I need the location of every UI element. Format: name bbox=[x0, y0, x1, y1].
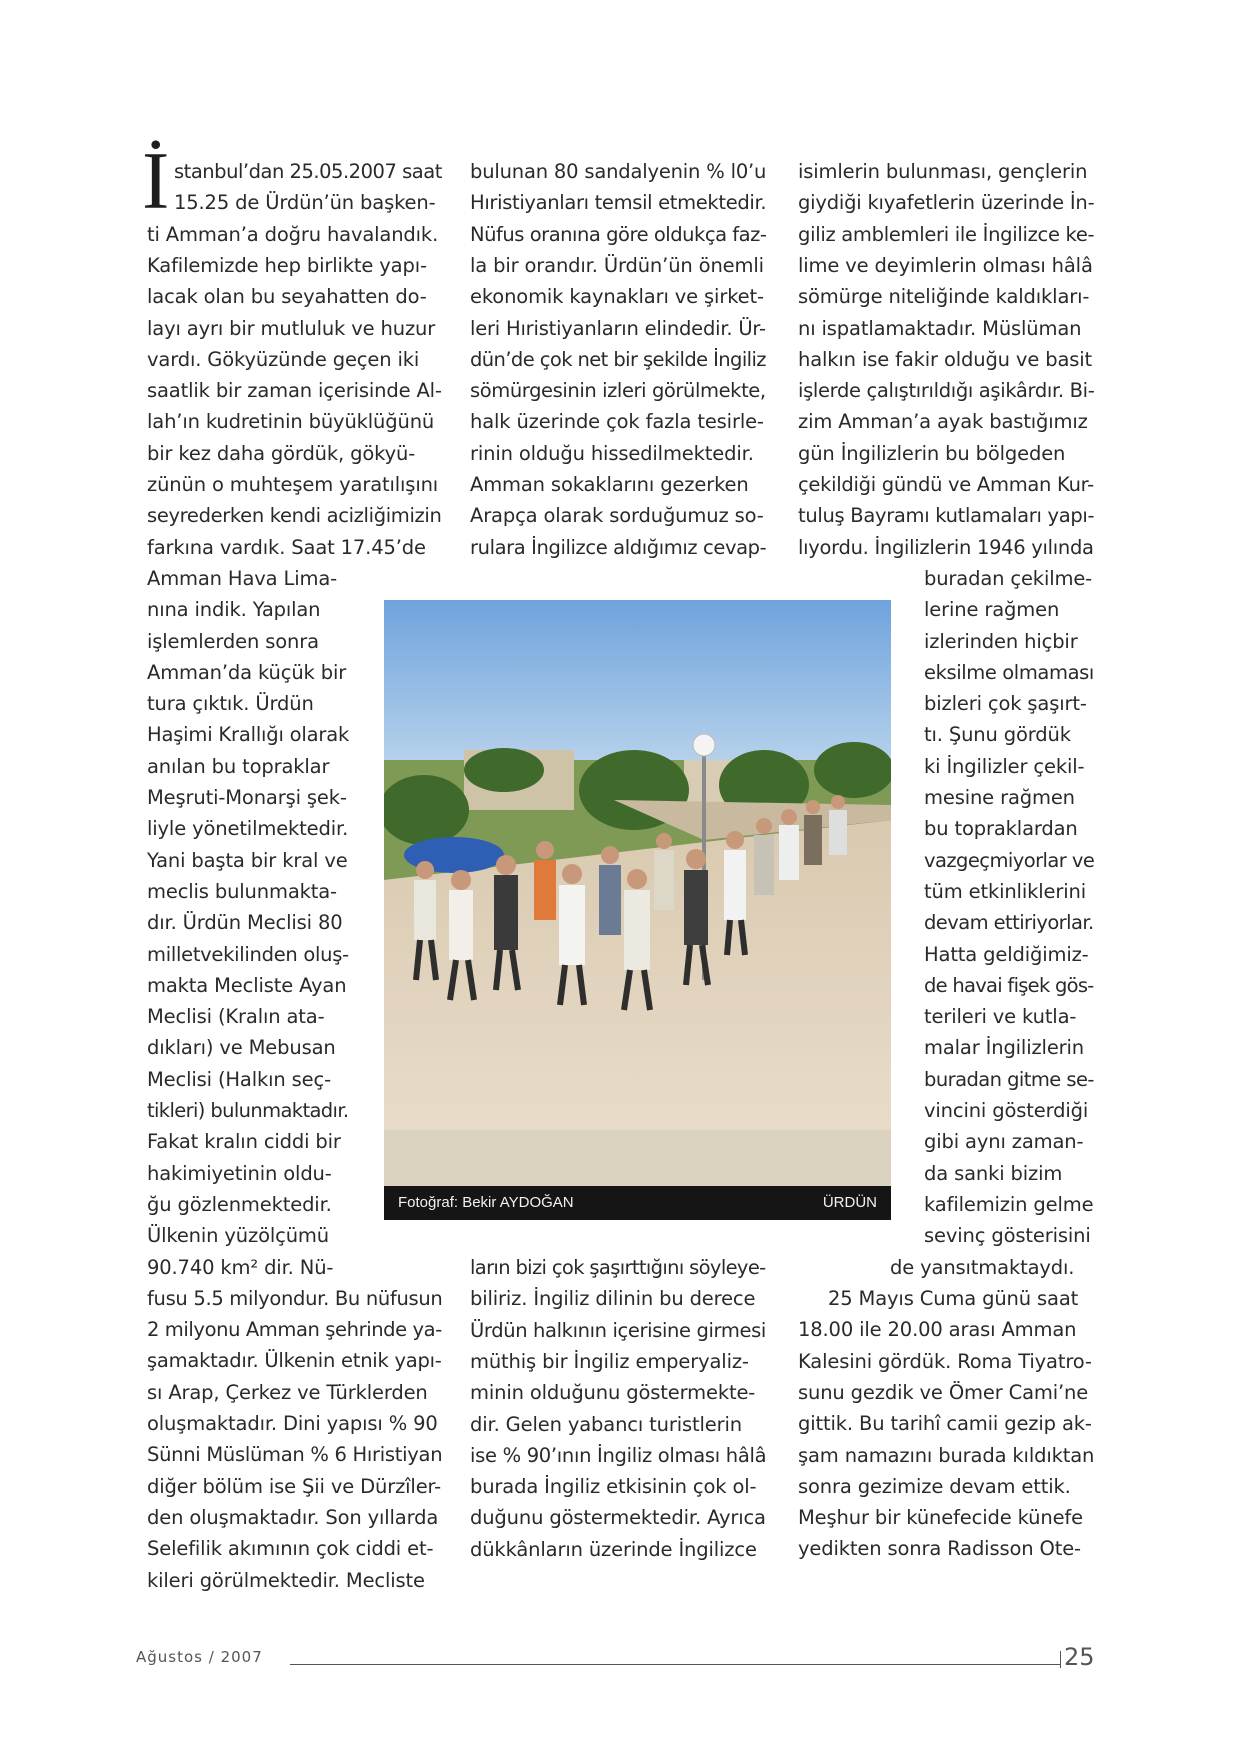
text-line: dükkânların üzerinde İngilizce bbox=[470, 1537, 757, 1561]
text-line: Amman Hava Lima- bbox=[147, 566, 338, 590]
text-line: gibi aynı zaman- bbox=[924, 1130, 1084, 1154]
text-line: layı ayrı bir mutluluk ve huzur bbox=[147, 316, 436, 340]
text-line: sunu gezdik ve Ömer Cami’ne bbox=[798, 1380, 1089, 1404]
text-line: giliz amblemleri ile İngilizce ke- bbox=[798, 222, 1095, 246]
text-line: 25 Mayıs Cuma günü saat bbox=[828, 1287, 1079, 1310]
footer-divider bbox=[1060, 1651, 1061, 1668]
text-line: gün İngilizlerin bu bölgeden bbox=[798, 441, 1066, 465]
text-line: kafilemizin gelme bbox=[924, 1192, 1094, 1216]
text-line: seyrederken kendi acizliğimizin bbox=[147, 504, 442, 528]
text-line: dır. Ürdün Meclisi 80 bbox=[147, 911, 343, 935]
text-line: bulunan 80 sandalyenin % l0’u bbox=[470, 160, 767, 183]
text-line: rulara İngilizce aldığımız cevap- bbox=[470, 535, 767, 559]
text-line: Hıristiyanları temsil etmektedir. bbox=[470, 191, 767, 215]
text-line: tura çıktık. Ürdün bbox=[147, 692, 314, 716]
text-line: bu topraklardan bbox=[924, 817, 1078, 841]
text-line: ise % 90’ının İngiliz olması hâlâ bbox=[470, 1443, 767, 1467]
text-line: Hatta geldiğimiz- bbox=[924, 942, 1089, 966]
text-line: ti Amman’a doğru havalandık. bbox=[147, 222, 439, 246]
text-line: Meşhur bir künefecide künefe bbox=[798, 1506, 1083, 1530]
drop-cap: İ bbox=[142, 135, 170, 226]
text-line: zünün o muhteşem yaratılışını bbox=[147, 473, 439, 496]
text-line: vincini gösterdiği bbox=[924, 1099, 1089, 1122]
text-line: Ülkenin yüzölçümü bbox=[147, 1224, 329, 1248]
text-line: biliriz. İngiliz dilinin bu derece bbox=[470, 1287, 756, 1311]
text-line: Arapça olarak sorduğumuz so- bbox=[470, 504, 764, 528]
text-line: lah’ın kudretinin büyüklüğünü bbox=[147, 410, 435, 434]
text-line: Nüfus oranına göre oldukça faz- bbox=[470, 222, 767, 246]
text-line: 18.00 ile 20.00 arası Amman bbox=[798, 1318, 1077, 1342]
text-line: oluşmaktadır. Dini yapısı % 90 bbox=[147, 1412, 438, 1435]
text-line: gittik. Bu tarihî camii gezip ak- bbox=[798, 1412, 1092, 1436]
text-line: şamaktadır. Ülkenin etnik yapı- bbox=[147, 1349, 442, 1373]
text-line: Meclisi (Halkın seç- bbox=[147, 1067, 331, 1091]
text-line: tı. Şunu gördük bbox=[924, 723, 1071, 747]
text-line: lime ve deyimlerin olması hâlâ bbox=[798, 253, 1093, 277]
text-line: devam ettiriyorlar. bbox=[924, 911, 1094, 935]
text-line: Ürdün halkının içerisine girmesi bbox=[470, 1318, 766, 1342]
text-line: izlerinden hiçbir bbox=[924, 629, 1078, 653]
text-line: ların bizi çok şaşırttığını söyleye- bbox=[470, 1256, 766, 1279]
text-line: Kafilemizde hep birlikte yapı- bbox=[147, 253, 427, 277]
text-line: duğunu göstermektedir. Ayrıca bbox=[470, 1506, 766, 1530]
text-line: stanbul’dan 25.05.2007 saat bbox=[174, 160, 442, 183]
text-line: tikleri) bulunmaktadır. bbox=[147, 1099, 349, 1122]
text-line: mesine rağmen bbox=[924, 786, 1075, 809]
text-line: makta Mecliste Ayan bbox=[147, 973, 347, 997]
text-line: Sünni Müslüman % 6 Hıristiyan bbox=[147, 1443, 443, 1467]
footer-rule bbox=[290, 1664, 1060, 1665]
text-line: çekildiği gündü ve Amman Kur- bbox=[798, 473, 1094, 496]
text-line: vazgeçmiyorlar ve bbox=[924, 848, 1095, 872]
text-line: Haşimi Krallığı olarak bbox=[147, 723, 350, 747]
text-line: minin olduğunu göstermekte- bbox=[470, 1381, 756, 1405]
text-line: tüm etkinliklerini bbox=[924, 879, 1086, 903]
text-line: işlerde çalıştırıldığı aşikârdır. Bi- bbox=[798, 379, 1095, 403]
text-line: lıyordu. İngilizlerin 1946 yılında bbox=[798, 535, 1094, 559]
text-line: diğer bölüm ise Şii ve Dürzîler- bbox=[147, 1474, 442, 1498]
issue-date: Ağustos / 2007 bbox=[136, 1648, 263, 1666]
text-line: ekonomik kaynakları ve şirket- bbox=[470, 285, 764, 309]
text-line: farkına vardık. Saat 17.45’de bbox=[147, 535, 426, 559]
text-line: Meşruti-Monarşi şek- bbox=[147, 786, 347, 809]
text-line: şam namazını burada kıldıktan bbox=[798, 1443, 1095, 1467]
text-line: dir. Gelen yabancı turistlerin bbox=[470, 1412, 742, 1436]
group-walking-photo bbox=[384, 600, 891, 1220]
text-line: müthiş bir İngiliz emperyaliz- bbox=[470, 1349, 749, 1373]
text-line: işlemlerden sonra bbox=[147, 629, 319, 653]
text-line: de yansıtmaktaydı. bbox=[890, 1255, 1075, 1279]
text-line: de havai fişek gös- bbox=[924, 973, 1094, 997]
text-line: vardı. Gökyüzünde geçen iki bbox=[147, 347, 420, 371]
text-line: bizleri çok şaşırt- bbox=[924, 692, 1087, 716]
text-line: sömürgesinin izleri görülmekte, bbox=[470, 379, 766, 403]
text-line: halkın ise fakir olduğu ve basit bbox=[798, 347, 1093, 371]
text-line: lacak olan bu seyahatten do- bbox=[147, 285, 427, 309]
text-line: buradan çekilme- bbox=[924, 566, 1093, 590]
text-line: la bir orandır. Ürdün’ün önemli bbox=[470, 253, 764, 277]
text-line: lerine rağmen bbox=[924, 598, 1060, 622]
text-line: isimlerin bulunması, gençlerin bbox=[798, 160, 1088, 183]
text-line: sömürge niteliğinde kaldıkları- bbox=[798, 285, 1090, 309]
text-line: anılan bu topraklar bbox=[147, 754, 330, 778]
article-photo bbox=[384, 600, 891, 1220]
text-line: Amman’da küçük bir bbox=[147, 660, 347, 684]
text-line: saatlik bir zaman içerisinde Al- bbox=[147, 379, 442, 403]
text-line: bir kez daha gördük, gökyü- bbox=[147, 441, 416, 465]
text-line: buradan gitme se- bbox=[924, 1067, 1094, 1091]
text-line: kileri görülmektedir. Mecliste bbox=[147, 1568, 425, 1592]
text-line: Fakat kralın ciddi bir bbox=[147, 1130, 341, 1154]
text-line: Amman sokaklarını gezerken bbox=[470, 473, 749, 496]
text-line: nı ispatlamaktadır. Müslüman bbox=[798, 316, 1082, 340]
text-line: milletvekilinden oluş- bbox=[147, 942, 349, 966]
text-line: yedikten sonra Radisson Ote- bbox=[798, 1537, 1081, 1561]
text-line: nına indik. Yapılan bbox=[147, 598, 321, 622]
text-line: sonra gezimize devam ettik. bbox=[798, 1474, 1071, 1498]
text-line: liyle yönetilmektedir. bbox=[147, 817, 349, 841]
text-line: dün’de çok net bir şekilde İngiliz bbox=[470, 347, 766, 371]
text-line: Kalesini gördük. Roma Tiyatro- bbox=[798, 1349, 1092, 1373]
text-line: burada İngiliz etkisinin çok ol- bbox=[470, 1475, 757, 1499]
text-line: sevinç gösterisini bbox=[924, 1224, 1091, 1248]
text-line: meclis bulunmakta- bbox=[147, 879, 337, 903]
text-line: zim Amman’a ayak bastığımız bbox=[798, 410, 1088, 434]
text-line: tuluş Bayramı kutlamaları yapı- bbox=[798, 504, 1095, 528]
text-line: 90.740 km² dir. Nü- bbox=[147, 1255, 334, 1279]
text-line: rinin olduğu hissedilmektedir. bbox=[470, 441, 754, 465]
text-line: ki İngilizler çekil- bbox=[924, 754, 1085, 778]
text-line: 2 milyonu Amman şehrinde ya- bbox=[147, 1318, 442, 1342]
text-line: sı Arap, Çerkez ve Türklerden bbox=[147, 1380, 428, 1404]
text-line: malar İngilizlerin bbox=[924, 1036, 1085, 1060]
text-line: terileri ve kutla- bbox=[924, 1005, 1077, 1029]
text-line: Meclisi (Kralın ata- bbox=[147, 1005, 325, 1029]
text-line: 15.25 de Ürdün’ün başken- bbox=[174, 191, 436, 215]
text-line: leri Hıristiyanların elindedir. Ür- bbox=[470, 316, 766, 340]
text-line: Selefilik akımının çok ciddi et- bbox=[147, 1537, 434, 1561]
photo-credit: Fotoğraf: Bekir AYDOĞAN bbox=[398, 1194, 574, 1211]
text-line: da sanki bizim bbox=[924, 1161, 1063, 1185]
text-line: giydiği kıyafetlerin üzerinde İn- bbox=[798, 191, 1095, 215]
photo-caption-bar bbox=[384, 1186, 891, 1220]
text-line: hakimiyetinin oldu- bbox=[147, 1161, 332, 1185]
text-line: Yani başta bir kral ve bbox=[147, 848, 348, 872]
text-line: fusu 5.5 milyondur. Bu nüfusun bbox=[147, 1286, 443, 1310]
text-line: eksilme olmaması bbox=[924, 660, 1094, 684]
text-line: den oluşmaktadır. Son yıllarda bbox=[147, 1505, 439, 1529]
text-line: ğu gözlenmektedir. bbox=[147, 1192, 332, 1216]
page-number: 25 bbox=[1064, 1643, 1095, 1671]
text-line: halk üzerinde çok fazla tesirle- bbox=[470, 410, 764, 434]
photo-location: ÜRDÜN bbox=[822, 1194, 877, 1211]
text-line: dıkları) ve Mebusan bbox=[147, 1036, 336, 1060]
